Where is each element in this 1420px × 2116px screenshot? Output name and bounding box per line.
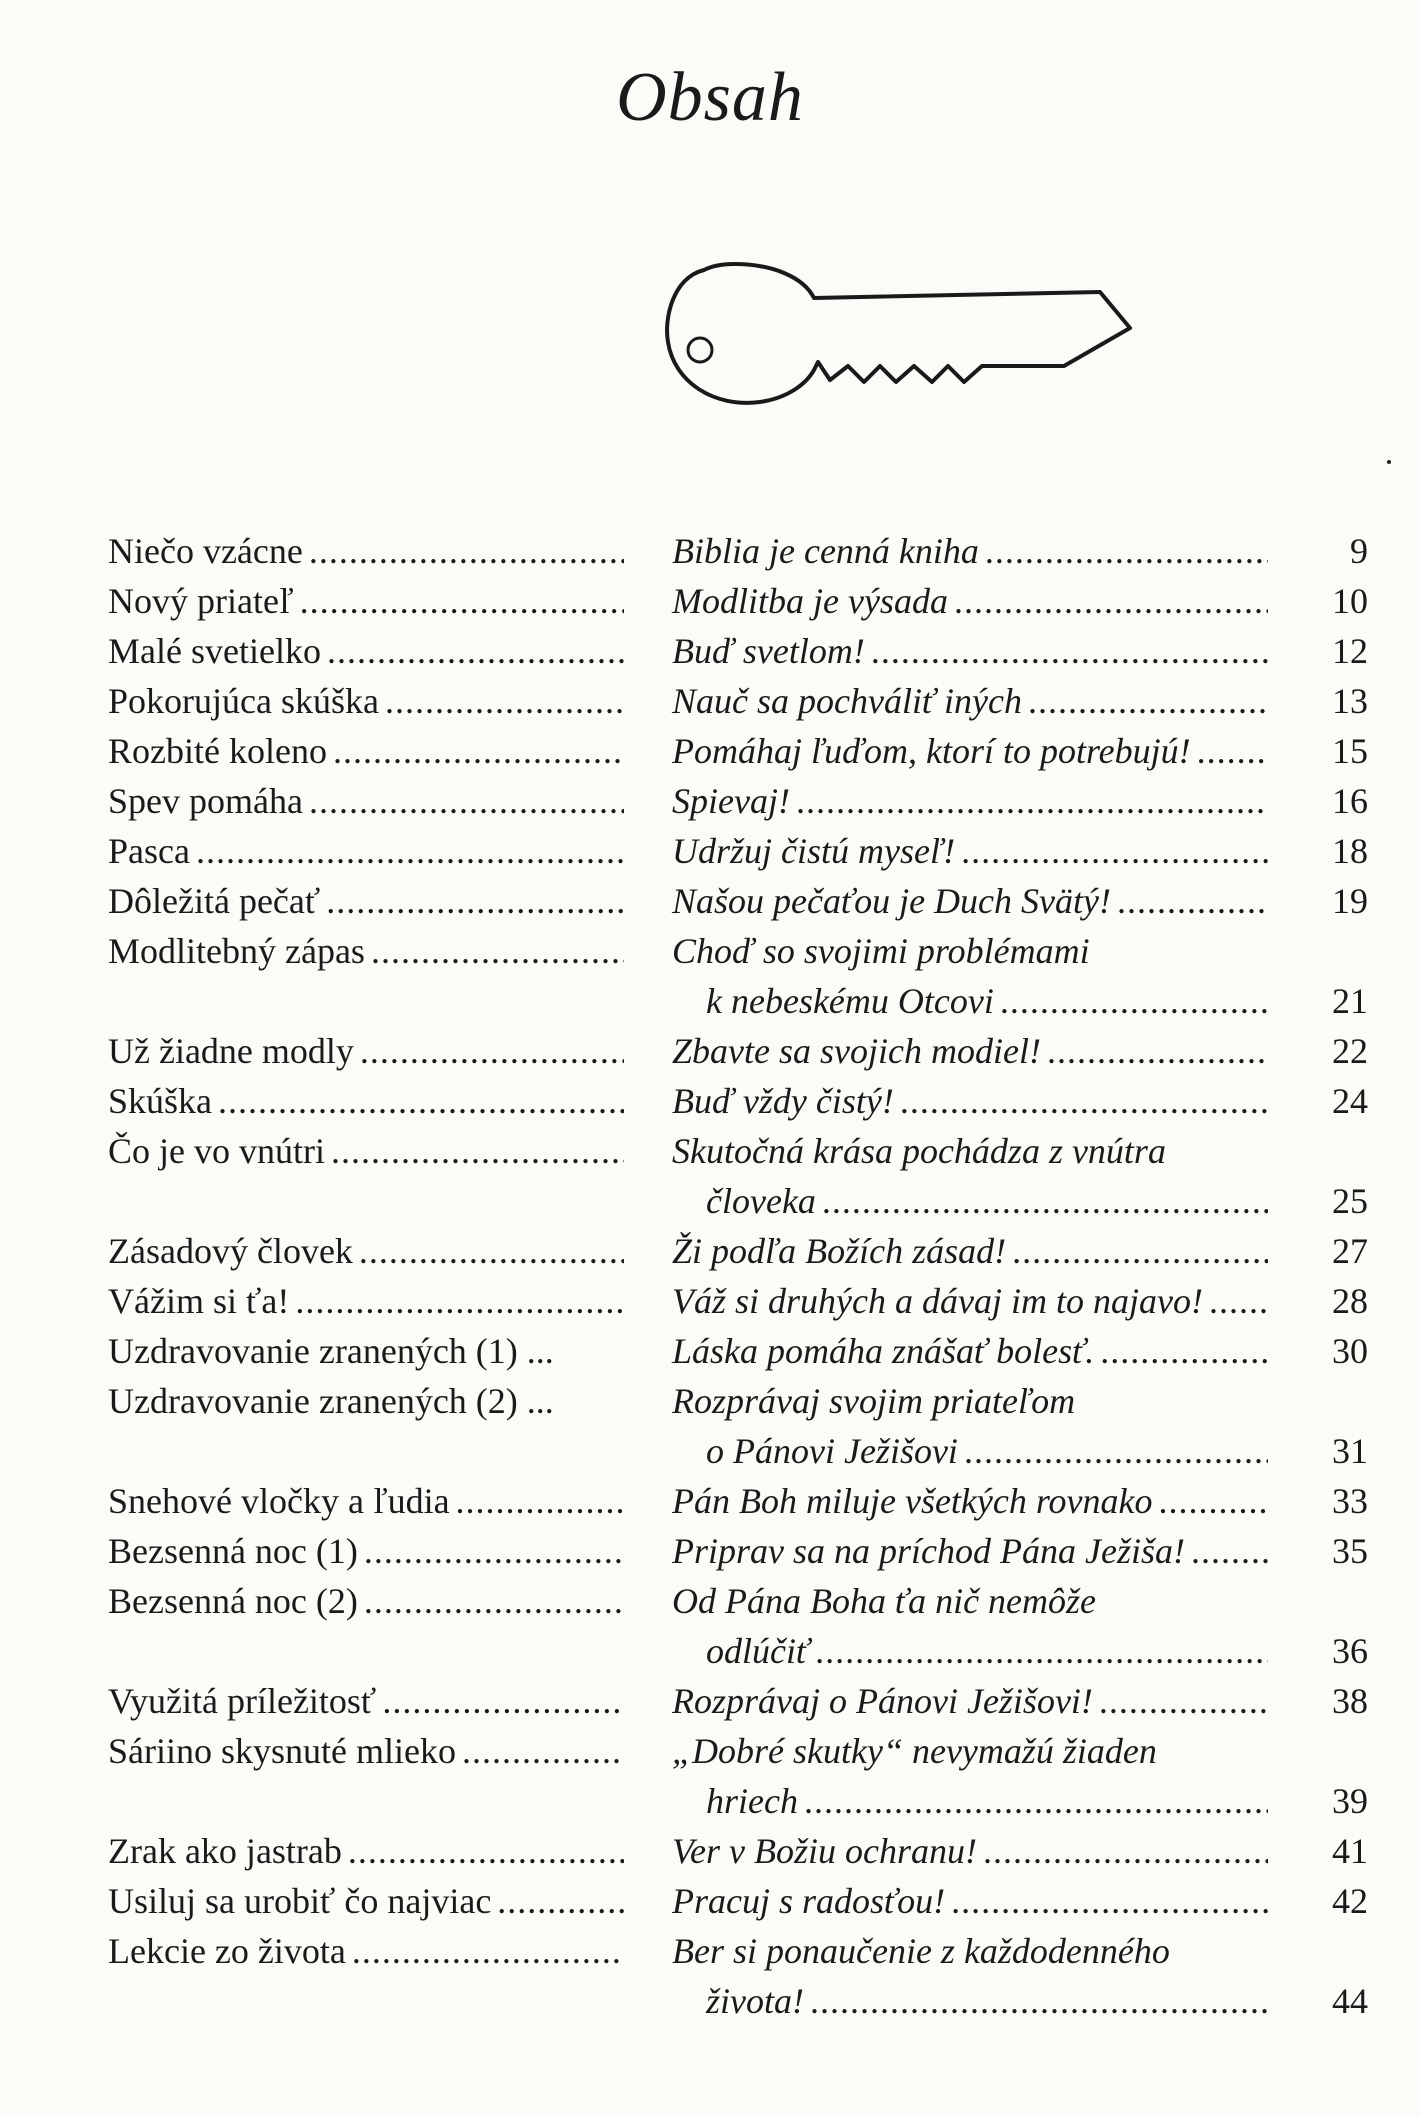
entry-lesson-text: Ver v Božiu ochranu! [672,1831,977,1871]
toc-entry [0,1826,1420,1876]
entry-title-text: Čo je vo vnútri [108,1131,325,1171]
dot-leader [364,1526,624,1576]
entry-lesson [672,1726,1268,1776]
dot-leader [497,1876,624,1926]
entry-title-text: Už žiadne modly [108,1031,354,1071]
page-number: 16 [1332,781,1368,821]
dot-leader [196,826,624,876]
page-number: 41 [1332,1831,1368,1871]
page-number: 36 [1332,1631,1368,1671]
dot-leader [309,776,624,826]
toc-entry [0,1076,1420,1126]
entry-lesson-text: Rozprávaj o Pánovi Ježišovi! [672,1681,1093,1721]
entry-lesson-text: Choď so svojimi problémami [672,931,1090,971]
entry-lesson-text: Spievaj! [672,781,790,821]
dot-leader [961,826,1268,876]
entry-title [108,926,624,976]
entry-lesson [672,1076,1268,1126]
entry-lesson-continued [706,1176,1268,1226]
entry-title [108,1676,624,1726]
dot-leader [360,1026,624,1076]
entry-lesson-text: Váž si druhých a dávaj im to najavo! [672,1281,1203,1321]
entry-lesson-continued-text: o Pánovi Ježišovi [706,1431,958,1471]
page-number: 44 [1332,1981,1368,2021]
page-number: 27 [1332,1231,1368,1271]
entry-lesson-continued-text: k nebeskému Otcovi [706,981,994,1021]
entry-lesson-text: Zbavte sa svojich modiel! [672,1031,1041,1071]
entry-title [108,1576,624,1626]
entry-title [108,1026,624,1076]
entry-lesson [672,726,1268,776]
entry-lesson-text: Skutočná krása pochádza z vnútra [672,1131,1166,1171]
dot-leader [1209,1276,1268,1326]
entry-title [108,776,624,826]
toc-entry [0,576,1420,626]
dot-leader [796,776,1268,826]
dot-leader [359,1226,624,1276]
dot-leader [1117,876,1268,926]
entry-title [108,626,624,676]
dot-leader [954,576,1268,626]
toc-entry [0,676,1420,726]
dot-leader [1012,1226,1268,1276]
entry-title [108,876,624,926]
toc-entry-continued [0,1776,1420,1826]
entry-title-text: Pokorujúca skúška [108,681,379,721]
entry-title-text: Uzdravovanie zranených (2) ... [108,1381,554,1421]
page-number: 38 [1332,1681,1368,1721]
toc-entry [0,1326,1420,1376]
entry-title-text: Snehové vločky a ľudia [108,1481,450,1521]
entry-lesson [672,1126,1268,1176]
toc-entry [0,926,1420,976]
entry-title [108,1276,624,1326]
entry-lesson [672,876,1268,926]
entry-lesson-text: Pracuj s radosťou! [672,1881,946,1921]
dot-leader [382,1676,624,1726]
entry-lesson-text: Ber si ponaučenie z každodenného [672,1931,1170,1971]
dot-leader [871,626,1268,676]
entry-lesson-text: Pomáhaj ľuďom, ktorí to potrebujú! [672,731,1191,771]
toc-entry [0,1126,1420,1176]
entry-lesson [672,1326,1268,1376]
page-number: 12 [1332,631,1368,671]
entry-lesson [672,1676,1268,1726]
page-number: 15 [1332,731,1368,771]
entry-lesson [672,1576,1268,1626]
page-number: 19 [1332,881,1368,921]
dot-leader [385,676,624,726]
page-number: 39 [1332,1781,1368,1821]
entry-title-text: Sáriino skysnuté mlieko [108,1731,456,1771]
dot-leader [462,1726,624,1776]
toc-entry [0,1676,1420,1726]
entry-title [108,576,624,626]
entry-title-text: Rozbité koleno [108,731,327,771]
dot-leader [371,926,624,976]
entry-lesson-text: Priprav sa na príchod Pána Ježiša! [672,1531,1185,1571]
toc-entry [0,1576,1420,1626]
toc-entry [0,1026,1420,1076]
dot-leader [1100,1326,1268,1376]
entry-lesson [672,526,1268,576]
entry-title-text: Nový priateľ [108,581,294,621]
dot-leader [348,1826,624,1876]
dot-leader [456,1476,624,1526]
dot-leader [822,1176,1268,1226]
dot-leader [295,1276,624,1326]
dot-leader [810,1976,1268,2026]
entry-title-text: Lekcie zo života [108,1931,346,1971]
page-number: 9 [1350,531,1368,571]
entry-title [108,1826,624,1876]
entry-lesson [672,1876,1268,1926]
dot-leader [815,1626,1268,1676]
entry-lesson-text: Rozprávaj svojim priateľom [672,1381,1076,1421]
page-number: 10 [1332,581,1368,621]
entry-title-text: Bezsenná noc (1) [108,1531,358,1571]
dot-leader [985,526,1268,576]
toc-entry [0,1276,1420,1326]
page-number: 31 [1332,1431,1368,1471]
dot-leader [333,726,624,776]
toc-entry [0,1526,1420,1576]
dot-leader [983,1826,1268,1876]
page-title: Obsah [616,59,804,136]
entry-lesson-continued [706,976,1268,1026]
dot-leader [1000,976,1268,1026]
toc-entry-continued [0,1176,1420,1226]
toc-entry [0,1926,1420,1976]
entry-lesson [672,1276,1268,1326]
entry-lesson [672,776,1268,826]
dot-leader [1028,676,1268,726]
dot-leader [804,1776,1268,1826]
entry-title-text: Spev pomáha [108,781,303,821]
page-number: 21 [1332,981,1368,1021]
entry-lesson [672,576,1268,626]
entry-title [108,1376,624,1426]
entry-title [108,1726,624,1776]
page-number: 18 [1332,831,1368,871]
dot-leader [331,1126,624,1176]
entry-title [108,1926,624,1976]
page-number: 30 [1332,1331,1368,1371]
entry-lesson [672,826,1268,876]
entry-title [108,1076,624,1126]
entry-title [108,1526,624,1576]
entry-lesson-text: Biblia je cenná kniha [672,531,979,571]
toc-entry [0,1726,1420,1776]
entry-lesson-continued-text: života! [706,1981,804,2021]
entry-lesson-text: Buď vždy čistý! [672,1081,894,1121]
dot-leader [951,1876,1268,1926]
dot-leader [218,1076,624,1126]
entry-title [108,676,624,726]
entry-lesson-text: Pán Boh miluje všetkých rovnako [672,1481,1153,1521]
entry-title-text: Dôležitá pečať [108,881,321,921]
entry-lesson-continued-text: hriech [706,1781,798,1821]
toc-entry [0,726,1420,776]
entry-lesson-text: Udržuj čistú myseľ! [672,831,956,871]
entry-title-text: Niečo vzácne [108,531,303,571]
page-number: 22 [1332,1031,1368,1071]
toc-entry [0,876,1420,926]
entry-title [108,1876,624,1926]
entry-lesson-text: „Dobré skutky“ nevymažú žiaden [672,1731,1157,1771]
dot-leader [309,526,624,576]
entry-title-text: Využitá príležitosť [108,1681,377,1721]
entry-lesson-continued [706,1426,1268,1476]
entry-lesson-continued-text: odlúčiť [706,1631,810,1671]
entry-lesson [672,1376,1268,1426]
entry-lesson [672,1476,1268,1526]
dot-leader [326,876,624,926]
page-number: 24 [1332,1081,1368,1121]
entry-lesson-text: Od Pána Boha ťa nič nemôže [672,1581,1097,1621]
page-number: 42 [1332,1881,1368,1921]
dot-leader [1047,1026,1268,1076]
dot-leader [1159,1476,1269,1526]
entry-title-text: Modlitebný zápas [108,931,365,971]
entry-lesson [672,1526,1268,1576]
entry-lesson [672,1926,1268,1976]
toc-entry [0,526,1420,576]
entry-lesson-continued [706,1626,1268,1676]
entry-title [108,1126,624,1176]
dot-leader [900,1076,1268,1126]
toc-entry [0,1876,1420,1926]
entry-title [108,1226,624,1276]
entry-lesson [672,626,1268,676]
entry-lesson-text: Ži podľa Božích zásad! [672,1231,1007,1271]
toc-entry [0,776,1420,826]
entry-lesson-continued [706,1976,1268,2026]
entry-title-text: Malé svetielko [108,631,321,671]
entry-title [108,1326,624,1376]
page-number: 33 [1332,1481,1368,1521]
entry-lesson-text: Buď svetlom! [672,631,865,671]
entry-title [108,726,624,776]
entry-title-text: Usiluj sa urobiť čo najviac [108,1881,492,1921]
entry-lesson [672,1026,1268,1076]
entry-title [108,1476,624,1526]
entry-lesson-text: Nauč sa pochváliť iných [672,681,1023,721]
page-number: 25 [1332,1181,1368,1221]
dot-leader [1099,1676,1268,1726]
entry-title-text: Pasca [108,831,190,871]
toc-entry-continued [0,976,1420,1026]
entry-lesson [672,676,1268,726]
dot-leader [352,1926,624,1976]
entry-lesson-continued [706,1776,1268,1826]
entry-lesson [672,1226,1268,1276]
entry-lesson [672,1826,1268,1876]
toc-entry [0,826,1420,876]
page-number: 13 [1332,681,1368,721]
entry-lesson-continued-text: človeka [706,1181,816,1221]
entry-title [108,826,624,876]
entry-title-text: Zásadový človek [108,1231,353,1271]
page-number: 35 [1332,1531,1368,1571]
toc-entry [0,1476,1420,1526]
dot-leader [300,576,624,626]
entry-lesson-text: Láska pomáha znášať bolesť. [672,1331,1095,1371]
toc-entry [0,626,1420,676]
toc-entry-continued [0,1426,1420,1476]
dot-leader [364,1576,624,1626]
dot-leader [964,1426,1268,1476]
dot-leader [1197,726,1268,776]
page-number: 28 [1332,1281,1368,1321]
entry-title-text: Zrak ako jastrab [108,1831,342,1871]
entry-lesson-text: Modlitba je výsada [672,581,948,621]
dot-leader [327,626,624,676]
entry-title-text: Vážim si ťa! [108,1281,290,1321]
entry-title [108,526,624,576]
entry-lesson-text: Našou pečaťou je Duch Svätý! [672,881,1111,921]
entry-title-text: Skúška [108,1081,213,1121]
entry-lesson [672,926,1268,976]
toc-entry-continued [0,1626,1420,1676]
entry-title-text: Bezsenná noc (2) [108,1581,358,1621]
entry-title-text: Uzdravovanie zranených (1) ... [108,1331,554,1371]
toc-entry-continued [0,1976,1420,2026]
toc-entry [0,1226,1420,1276]
dot-leader [1191,1526,1268,1576]
toc-entry [0,1376,1420,1426]
